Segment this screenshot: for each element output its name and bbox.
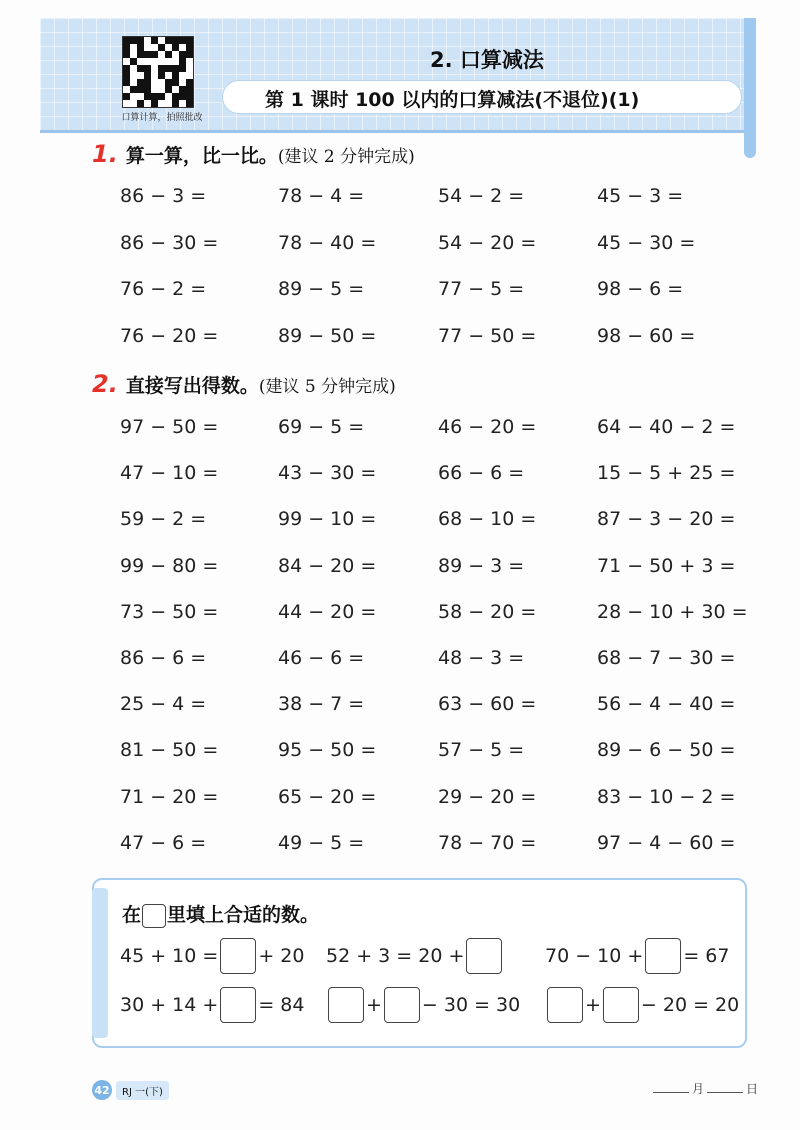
qr-cell: [151, 93, 158, 100]
qr-cell: [165, 51, 172, 58]
problem-item: 78 − 40 =: [278, 231, 377, 254]
qr-cell: [137, 93, 144, 100]
q1-number: 1.: [92, 140, 118, 168]
qr-cell: [172, 44, 179, 51]
book-code: RJ 一(下): [116, 1081, 169, 1100]
problem-item: 71 − 50 + 3 =: [597, 554, 736, 577]
qr-cell: [151, 72, 158, 79]
problem-item: 47 − 6 =: [120, 831, 207, 854]
problem-item: 64 − 40 − 2 =: [597, 416, 736, 438]
problem-item: 86 − 3 =: [120, 185, 207, 207]
problem-item: 69 − 5 =: [278, 416, 365, 438]
qr-cell: [123, 100, 130, 107]
problem-item: 89 − 3 =: [438, 554, 525, 577]
qr-cell: [151, 79, 158, 86]
qr-cell: [144, 37, 151, 44]
qr-cell: [144, 58, 151, 65]
qr-cell: [158, 44, 165, 51]
problem-item: 81 − 50 =: [120, 739, 219, 762]
qr-cell: [144, 93, 151, 100]
problem-item: 63 − 60 =: [438, 693, 537, 716]
qr-cell: [186, 65, 193, 72]
fill-title-after: 里填上合适的数。: [167, 904, 320, 926]
problem-item: 86 − 30 =: [120, 231, 219, 254]
qr-cell: [165, 79, 172, 86]
qr-cell: [151, 37, 158, 44]
qr-cell: [130, 86, 137, 93]
qr-cell: [172, 58, 179, 65]
problem-item: 76 − 20 =: [120, 324, 219, 347]
qr-cell: [172, 79, 179, 86]
qr-cell: [123, 37, 130, 44]
fill-text: 30 + 14 +: [120, 994, 219, 1016]
qr-cell: [130, 51, 137, 58]
problem-item: 45 − 3 =: [597, 185, 684, 207]
qr-cell: [137, 72, 144, 79]
qr-cell: [158, 93, 165, 100]
qr-cell: [130, 37, 137, 44]
side-strip: [744, 18, 756, 158]
qr-cell: [165, 100, 172, 107]
qr-cell: [186, 58, 193, 65]
qr-cell: [137, 44, 144, 51]
problem-item: 28 − 10 + 30 =: [597, 600, 748, 623]
answer-box[interactable]: [466, 938, 502, 974]
qr-cell: [144, 65, 151, 72]
qr-cell: [158, 65, 165, 72]
qr-cell: [130, 44, 137, 51]
problem-item: 84 − 20 =: [278, 554, 377, 577]
lesson-title: 第 1 课时 100 以内的口算减法(不退位)(1): [265, 89, 640, 111]
qr-cell: [123, 51, 130, 58]
problem-item: 29 − 20 =: [438, 785, 537, 808]
problem-item: 46 − 6 =: [278, 647, 365, 669]
qr-cell: [151, 86, 158, 93]
problem-item: 89 − 5 =: [278, 278, 365, 300]
qr-cell: [158, 72, 165, 79]
problem-item: 49 − 5 =: [278, 831, 365, 854]
qr-cell: [172, 93, 179, 100]
qr-cell: [151, 58, 158, 65]
qr-cell: [151, 51, 158, 58]
qr-cell: [165, 93, 172, 100]
qr-cell: [186, 44, 193, 51]
qr-cell: [172, 51, 179, 58]
answer-box[interactable]: [220, 987, 256, 1023]
qr-cell: [144, 44, 151, 51]
q2-heading: [92, 370, 396, 398]
qr-cell: [130, 100, 137, 107]
answer-box[interactable]: [603, 987, 639, 1023]
problem-item: 54 − 2 =: [438, 185, 525, 207]
problem-item: 73 − 50 =: [120, 600, 219, 623]
qr-cell: [151, 44, 158, 51]
problem-item: 98 − 60 =: [597, 324, 696, 347]
problem-item: 87 − 3 − 20 =: [597, 508, 736, 531]
qr-cell: [186, 72, 193, 79]
qr-cell: [179, 58, 186, 65]
answer-box[interactable]: [645, 938, 681, 974]
answer-box[interactable]: [220, 938, 256, 974]
day-label: 日: [746, 1082, 759, 1096]
qr-cell: [179, 79, 186, 86]
fill-problem-4: [120, 987, 304, 1023]
problem-item: 98 − 6 =: [597, 278, 684, 300]
qr-cell: [186, 93, 193, 100]
qr-cell: [123, 79, 130, 86]
fill-panel-tab: [92, 888, 108, 1038]
qr-cell: [123, 65, 130, 72]
qr-cell: [179, 72, 186, 79]
problem-item: 58 − 20 =: [438, 600, 537, 623]
day-blank[interactable]: [707, 1080, 743, 1093]
problem-item: 97 − 50 =: [120, 416, 219, 438]
qr-cell: [144, 86, 151, 93]
qr-cell: [151, 100, 158, 107]
qr-cell: [151, 65, 158, 72]
qr-cell: [165, 65, 172, 72]
q1-heading: [92, 140, 415, 168]
qr-cell: [123, 44, 130, 51]
fill-text: 45 + 10 =: [120, 945, 219, 967]
problem-item: 78 − 70 =: [438, 831, 537, 854]
fill-problem-6: [545, 987, 739, 1023]
q2-hint: (建议 5 分钟完成): [258, 377, 396, 397]
problem-item: 48 − 3 =: [438, 647, 525, 669]
example-box: [142, 904, 166, 928]
qr-cell: [179, 44, 186, 51]
qr-cell: [186, 100, 193, 107]
problem-item: 89 − 6 − 50 =: [597, 739, 736, 762]
qr-cell: [137, 51, 144, 58]
qr-cell: [186, 37, 193, 44]
problem-item: 77 − 50 =: [438, 324, 537, 347]
fill-title-before: 在: [122, 904, 142, 926]
month-blank[interactable]: [653, 1080, 689, 1093]
qr-cell: [186, 79, 193, 86]
qr-cell: [165, 86, 172, 93]
q1-title: 算一算，比一比。: [125, 145, 278, 167]
fill-text: − 30 = 30: [421, 994, 521, 1016]
problem-item: 76 − 2 =: [120, 278, 207, 300]
qr-cell: [172, 72, 179, 79]
qr-cell: [179, 100, 186, 107]
page-number: 42: [92, 1080, 112, 1100]
qr-code-icon[interactable]: [122, 36, 194, 108]
qr-cell: [186, 86, 193, 93]
problem-item: 77 − 5 =: [438, 278, 525, 300]
qr-cell: [158, 51, 165, 58]
problem-item: 44 − 20 =: [278, 600, 377, 623]
problem-item: 99 − 10 =: [278, 508, 377, 531]
qr-cell: [130, 72, 137, 79]
problem-item: 46 − 20 =: [438, 416, 537, 438]
problem-item: 68 − 10 =: [438, 508, 537, 531]
qr-cell: [165, 72, 172, 79]
fill-problem-1: [120, 938, 304, 974]
qr-cell: [123, 58, 130, 65]
fill-problem-5: [326, 987, 520, 1023]
problem-item: 43 − 30 =: [278, 462, 377, 485]
answer-box[interactable]: [547, 987, 583, 1023]
problem-item: 78 − 4 =: [278, 185, 365, 207]
qr-cell: [137, 37, 144, 44]
qr-cell: [172, 86, 179, 93]
problem-item: 56 − 4 − 40 =: [597, 693, 736, 716]
qr-cell: [179, 86, 186, 93]
problem-item: 86 − 6 =: [120, 647, 207, 669]
fill-text: +: [366, 994, 382, 1016]
answer-box[interactable]: [384, 987, 420, 1023]
qr-cell: [179, 65, 186, 72]
qr-cell: [123, 86, 130, 93]
page-footer: [92, 1080, 169, 1100]
problem-item: 99 − 80 =: [120, 554, 219, 577]
fill-text: = 67: [683, 945, 730, 967]
fill-text: + 20: [258, 945, 305, 967]
fill-text: 70 − 10 +: [545, 945, 644, 967]
qr-cell: [158, 86, 165, 93]
fill-problem-2: [326, 938, 504, 974]
qr-cell: [179, 51, 186, 58]
qr-cell: [172, 100, 179, 107]
qr-cell: [137, 86, 144, 93]
problem-item: 15 − 5 + 25 =: [597, 462, 736, 485]
fill-text: +: [585, 994, 601, 1016]
problem-item: 66 − 6 =: [438, 462, 525, 485]
qr-cell: [144, 79, 151, 86]
problem-item: 68 − 7 − 30 =: [597, 647, 736, 669]
problem-item: 95 − 50 =: [278, 739, 377, 762]
qr-cell: [130, 79, 137, 86]
q1-hint: (建议 2 分钟完成): [277, 147, 415, 167]
problem-item: 54 − 20 =: [438, 231, 537, 254]
problem-item: 97 − 4 − 60 =: [597, 831, 736, 854]
problem-item: 45 − 30 =: [597, 231, 696, 254]
qr-cell: [130, 65, 137, 72]
fill-problem-3: [545, 938, 729, 974]
month-label: 月: [692, 1082, 705, 1096]
qr-cell: [144, 100, 151, 107]
qr-cell: [165, 37, 172, 44]
problem-item: 71 − 20 =: [120, 785, 219, 808]
problem-item: 38 − 7 =: [278, 693, 365, 716]
qr-cell: [165, 44, 172, 51]
fill-heading: [122, 900, 319, 928]
problem-item: 47 − 10 =: [120, 462, 219, 485]
qr-cell: [137, 100, 144, 107]
fill-text: 52 + 3 = 20 +: [326, 945, 465, 967]
qr-cell: [123, 72, 130, 79]
date-field: [650, 1080, 758, 1097]
qr-cell: [158, 79, 165, 86]
qr-cell: [158, 100, 165, 107]
qr-cell: [144, 72, 151, 79]
problem-item: 25 − 4 =: [120, 693, 207, 716]
unit-title: 2. 口算减法: [430, 48, 544, 72]
fill-text: = 84: [258, 994, 305, 1016]
qr-caption: 口算计算，拍照批改: [121, 113, 203, 123]
problem-item: 83 − 10 − 2 =: [597, 785, 736, 808]
fill-text: − 20 = 20: [640, 994, 740, 1016]
qr-cell: [137, 65, 144, 72]
q2-title: 直接写出得数。: [125, 375, 259, 397]
problem-item: 59 − 2 =: [120, 508, 207, 531]
qr-cell: [179, 93, 186, 100]
qr-cell: [172, 37, 179, 44]
qr-cell: [137, 58, 144, 65]
qr-cell: [179, 37, 186, 44]
qr-cell: [186, 51, 193, 58]
qr-cell: [165, 58, 172, 65]
problem-item: 57 − 5 =: [438, 739, 525, 762]
qr-cell: [130, 58, 137, 65]
qr-cell: [137, 79, 144, 86]
qr-cell: [130, 93, 137, 100]
problem-item: 65 − 20 =: [278, 785, 377, 808]
qr-cell: [144, 51, 151, 58]
problem-item: 89 − 50 =: [278, 324, 377, 347]
qr-cell: [123, 93, 130, 100]
qr-cell: [158, 58, 165, 65]
qr-cell: [158, 37, 165, 44]
answer-box[interactable]: [328, 987, 364, 1023]
qr-cell: [172, 65, 179, 72]
q2-number: 2.: [92, 370, 118, 398]
